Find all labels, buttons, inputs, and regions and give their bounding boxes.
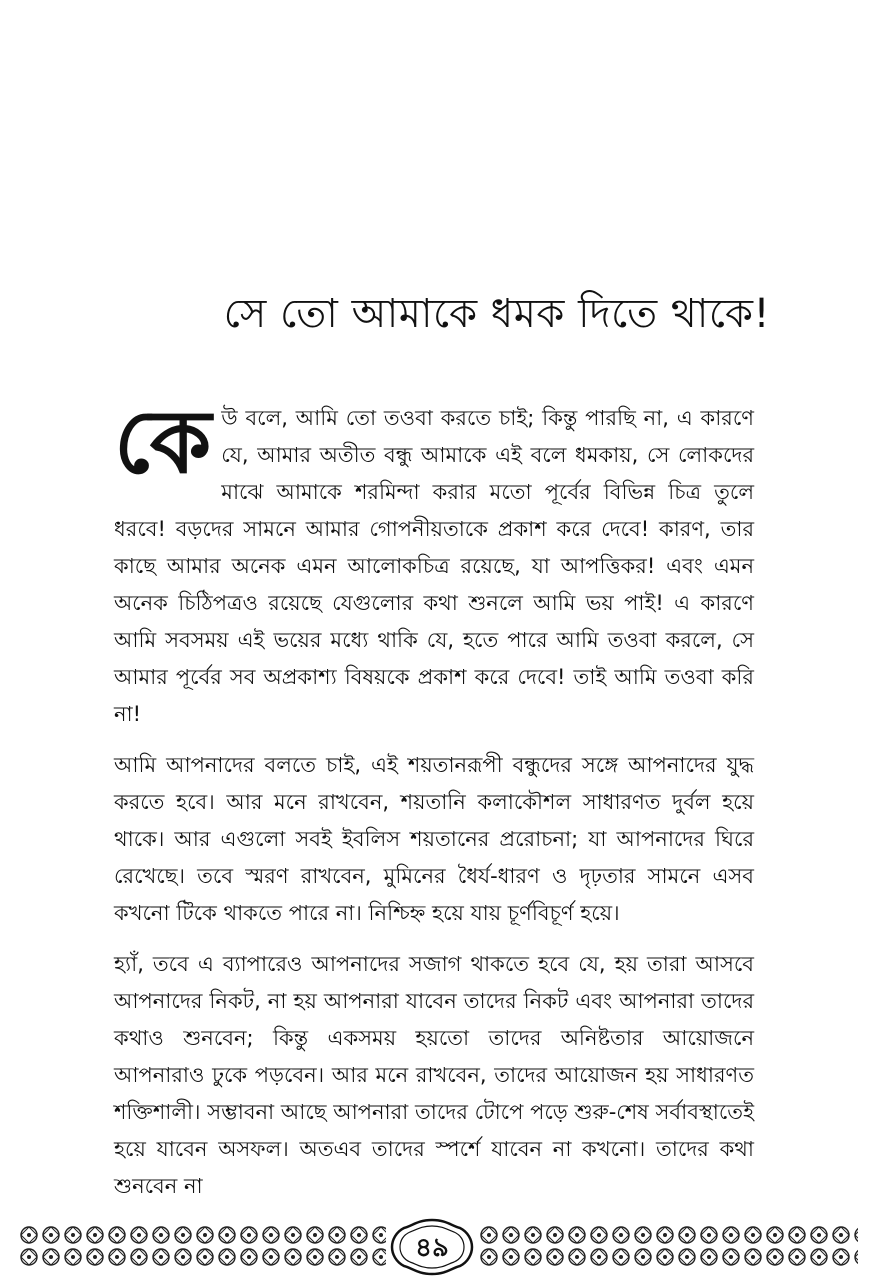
page-number: ৪৯ (415, 1233, 449, 1263)
paragraph-3: হ্যাঁ, তবে এ ব্যাপারেও আপনাদের সজাগ থাকতে হবে যে, হয় তারা আসবে আপনাদের নিকট, না হয় আপনারা যাবেন তাদের নিকট এবং আপনারা তাদের কথাও শুনবেন; কিন্তু একসময় হয়তো তাদের অনিষ্টতার আয়োজনে আপনারাও ঢুকে পড়বেন। আর মনে রাখবেন, তাদের আয়োজন হয় সাধারণত শক্তিশালী। সম্ভাবনা আছে আপনারা তাদের টোপে পড়ে শুরু-শেষ সর্বাবস্থাতেই হয়ে যাবেন অসফল। অতএব তাদের স্পর্শে যাবেন না কখনো। তাদের কথা শুনবেন না (114, 952, 754, 1198)
chapter-body (114, 389, 754, 1219)
footer-ornament-left-icon (18, 1224, 386, 1268)
footer-ornament-right-icon (478, 1224, 858, 1268)
paragraph-1 (114, 389, 754, 733)
paragraph-2: আমি আপনাদের বলতে চাই, এই শয়তানরূপী বন্ধুদের সঙ্গে আপনাদের যুদ্ধ করতে হবে। আর মনে রাখবেন, শয়তানি কলাকৌশল সাধারণত দুর্বল হয়ে থাকে। আর এগুলো সবই ইবলিস শয়তানের প্ররোচনা; যা আপনাদের ঘিরে রেখেছে। তবে স্মরণ রাখবেন, মুমিনের ধৈর্য-ধারণ ও দৃঢ়তার সামনে এসব কখনো টিকে থাকতে পারে না। নিশ্চিহ্ন হয়ে যায় চূর্ণবিচূর্ণ হয়ে। (114, 753, 754, 925)
drop-cap: কে (114, 389, 212, 493)
paragraph-1-text: উ বলে, আমি তো তওবা করতে চাই; কিন্তু পারছি না, এ কারণে যে, আমার অতীত বন্ধু আমাকে এই বলে ধমকায়, সে লোকদের মাঝে আমাকে শরমিন্দা করার মতো পূর্বের বিভিন্ন চিত্র তুলে ধরবে! বড়দের সামনে আমার গোপনীয়তাকে প্রকাশ করে দেবে! কারণ, তার কাছে আমার অনেক এমন আলোকচিত্র রয়েছে, যা আপত্তিকর! এবং এমন অনেক চিঠিপত্রও রয়েছে যেগুলোর কথা শুনলে আমি ভয় পাই! এ কারণে আমি সবসময় এই ভয়ের মধ্যে থাকি যে, হতে পারে আমি তওবা করলে, সে আমার পূর্বের সব অপ্রকাশ্য বিষয়কে প্রকাশ করে দেবে! তাই আমি তওবা করি না! (114, 406, 754, 726)
page-footer (0, 1214, 869, 1277)
chapter-title: সে তো আমাকে ধমক দিতে থাকে! (223, 291, 770, 337)
